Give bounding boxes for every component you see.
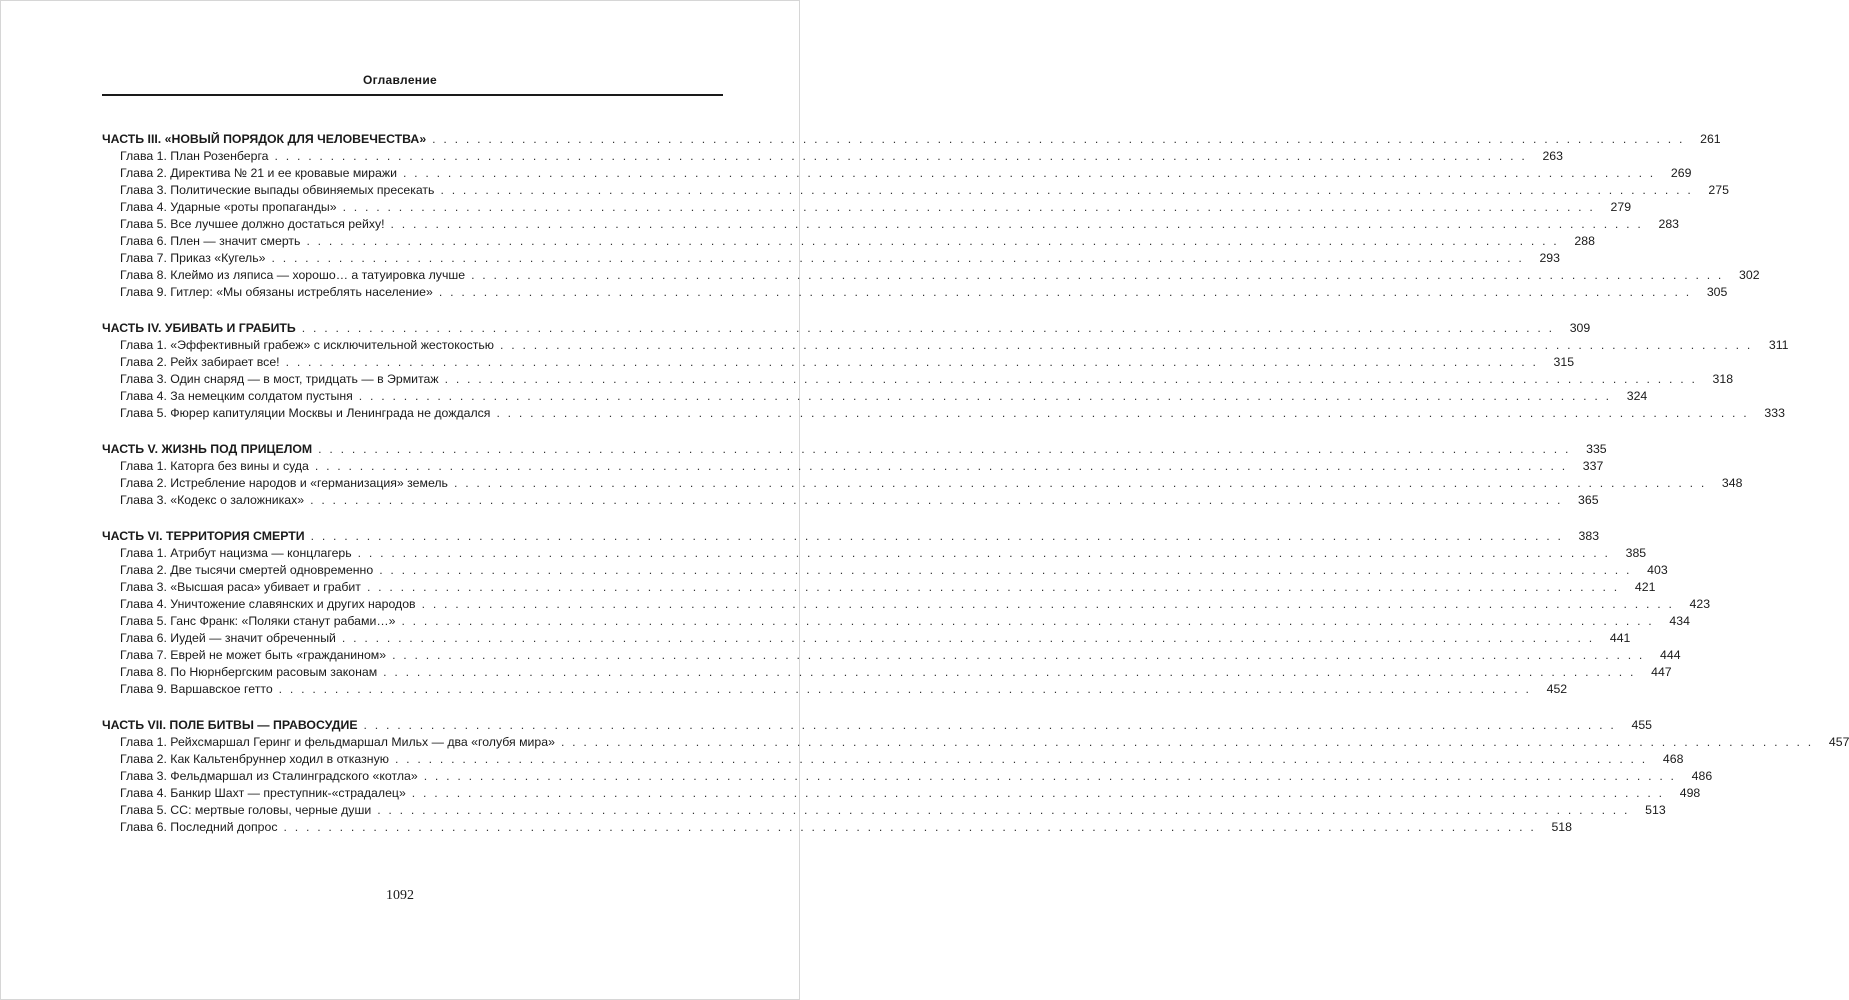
dot-leader: . . . . . . . . . . . . . . . . . . . . . . . . . . . . . . . . . . . . . . . . . . . . . . . . . . . . . . . . . . . . . . . . . . . . . . . . . . . . . . . . . . . . . . . . . . . . . . . . . . . . . . . . . . . . . . . . [440,183,1693,197]
toc-chapter-page-number: 444 [1660,648,1681,662]
toc-chapter [102,475,1743,492]
toc-chapter-page-number: 385 [1625,546,1647,560]
toc-chapter-page-number: 333 [1764,406,1785,420]
dot-leader: . . . . . . . . . . . . . . . . . . . . . . . . . . . . . . . . . . . . . . . . . . . . . . . . . . . . . . . . . . . . . . . . . . . . . . . . . . . . . . . . . . . . . . . . . . . . . . . . . . . . . . . . . . . . . . . . [423,769,1677,783]
dot-leader: . . . . . . . . . . . . . . . . . . . . . . . . . . . . . . . . . . . . . . . . . . . . . . . . . . . . . . . . . . . . . . . . . . . . . . . . . . . . . . . . . . . . . . . . . . . . . . . . . . . . . . . . . . . . . . . . [432,132,1685,146]
toc-chapter-title: Глава 5. Ганс Франк: «Поляки станут рабами…» [120,614,396,628]
toc-chapter-title: Глава 4. Уничтожение славянских и других народов [120,597,416,611]
dot-leader: . . . . . . . . . . . . . . . . . . . . . . . . . . . . . . . . . . . . . . . . . . . . . . . . . . . . . . . . . . . . . . . . . . . . . . . . . . . . . . . . . . . . . . . . . . . . . . . . . . . . . . . . . . . . . . . . [421,597,1675,611]
toc-chapter-title: Глава 6. Плен — значит смерть [120,234,301,248]
running-head: Оглавление [363,73,437,87]
dot-leader: . . . . . . . . . . . . . . . . . . . . . . . . . . . . . . . . . . . . . . . . . . . . . . . . . . . . . . . . . . . . . . . . . . . . . . . . . . . . . . . . . . . . . . . . . . . . . . . . . . . . . . . . . . . . . . . . [379,563,1632,577]
toc-chapter [102,165,1692,182]
toc-chapter-page-number: 311 [1768,338,1789,352]
toc-chapter-title: Глава 9. Варшавское гетто [120,682,273,696]
toc-chapter [102,199,1632,216]
toc-chapter-page-number: 403 [1647,563,1668,577]
toc-chapter [102,785,1701,802]
dot-leader: . . . . . . . . . . . . . . . . . . . . . . . . . . . . . . . . . . . . . . . . . . . . . . . . . . . . . . . . . . . . . . . . . . . . . . . . . . . . . . . . . . . . . . . . . . . . . . . . . . . . . . . . . . . . . . . . [377,803,1630,817]
toc-part-heading-title: ЧАСТЬ V. ЖИЗНЬ ПОД ПРИЦЕЛОМ [102,442,313,456]
toc-chapter-title: Глава 4. За немецким солдатом пустыня [120,389,353,403]
toc-part-heading [102,441,1607,458]
toc-chapter [102,388,1648,405]
toc-part [102,717,1849,836]
toc-chapter-page-number: 318 [1712,372,1734,386]
toc-chapter-page-number: 498 [1679,786,1701,800]
toc-part-heading-page-number: 261 [1700,132,1721,146]
toc-chapter-page-number: 348 [1721,476,1743,490]
toc-chapter [102,267,1760,284]
toc-chapter-page-number: 337 [1582,459,1604,473]
toc-chapter [102,819,1572,836]
toc-chapter-title: Глава 2. Истребление народов и «германизация» земель [120,476,448,490]
dot-leader: . . . . . . . . . . . . . . . . . . . . . . . . . . . . . . . . . . . . . . . . . . . . . . . . . . . . . . . . . . . . . . . . . . . . . . . . . . . . . . . . . . . . . . . . . . . . . . . . . . . . . . . . . . . . . . . . [496,406,1749,420]
toc-chapter-page-number: 305 [1706,285,1728,299]
toc-chapter-title: Глава 8. По Нюрнбергским расовым законам [120,665,378,679]
toc-part-heading [102,320,1591,337]
toc-chapter-title: Глава 3. «Кодекс о заложниках» [120,493,305,507]
dot-leader: . . . . . . . . . . . . . . . . . . . . . . . . . . . . . . . . . . . . . . . . . . . . . . . . . . . . . . . . . . . . . . . . . . . . . . . . . . . . . . . . . . . . . . . . . . . . . . . . . . . . . . . . . . . . . . . . [283,820,1536,834]
toc-chapter-title: Глава 1. Атрибут нацизма — концлагерь [120,546,352,560]
dot-leader: . . . . . . . . . . . . . . . . . . . . . . . . . . . . . . . . . . . . . . . . . . . . . . . . . . . . . . . . . . . . . . . . . . . . . . . . . . . . . . . . . . . . . . . . . . . . . . . . . . . . . . . . . . . . . . . . [314,459,1568,473]
toc-chapter-title: Глава 8. Клеймо из ляписа — хорошо… а татуировка лучше [120,268,466,282]
toc-chapter [102,216,1680,233]
toc-chapter-title: Глава 5. СС: мертвые головы, черные души [120,803,372,817]
toc-chapter-title: Глава 5. Все лучшее должно достаться рейху! [120,217,385,231]
toc-chapter [102,458,1604,475]
toc-chapter [102,768,1713,785]
toc-chapter [102,354,1575,371]
toc-chapter-title: Глава 1. План Розенберга [120,149,269,163]
toc-chapter-page-number: 283 [1658,217,1680,231]
toc-chapter-page-number: 263 [1542,149,1563,163]
toc-chapter [102,613,1690,630]
dot-leader: . . . . . . . . . . . . . . . . . . . . . . . . . . . . . . . . . . . . . . . . . . . . . . . . . . . . . . . . . . . . . . . . . . . . . . . . . . . . . . . . . . . . . . . . . . . . . . . . . . . . . . . . . . . . . . . . [285,355,1539,369]
dot-leader: . . . . . . . . . . . . . . . . . . . . . . . . . . . . . . . . . . . . . . . . . . . . . . . . . . . . . . . . . . . . . . . . . . . . . . . . . . . . . . . . . . . . . . . . . . . . . . . . . . . . . . . . . . . . . . . . [306,234,1559,248]
toc-chapter [102,182,1729,199]
dot-leader: . . . . . . . . . . . . . . . . . . . . . . . . . . . . . . . . . . . . . . . . . . . . . . . . . . . . . . . . . . . . . . . . . . . . . . . . . . . . . . . . . . . . . . . . . . . . . . . . . . . . . . . . . . . . . . . . [500,338,1753,352]
toc-chapter-page-number: 315 [1553,355,1575,369]
toc-chapter [102,337,1789,354]
dot-leader: . . . . . . . . . . . . . . . . . . . . . . . . . . . . . . . . . . . . . . . . . . . . . . . . . . . . . . . . . . . . . . . . . . . . . . . . . . . . . . . . . . . . . . . . . . . . . . . . . . . . . . . . . . . . . . . . [438,285,1692,299]
toc-chapter-page-number: 441 [1609,631,1631,645]
toc-chapter [102,545,1647,562]
toc-chapter-page-number: 513 [1645,803,1666,817]
toc-part [102,131,1760,301]
toc-chapter [102,492,1599,509]
toc-chapter-title: Глава 1. Каторга без вины и суда [120,459,309,473]
dot-leader: . . . . . . . . . . . . . . . . . . . . . . . . . . . . . . . . . . . . . . . . . . . . . . . . . . . . . . . . . . . . . . . . . . . . . . . . . . . . . . . . . . . . . . . . . . . . . . . . . . . . . . . . . . . . . . . . [358,389,1612,403]
toc-chapter-page-number: 293 [1539,251,1560,265]
toc-part-heading-title: ЧАСТЬ III. «НОВЫЙ ПОРЯДОК ДЛЯ ЧЕЛОВЕЧЕСТВА» [102,132,427,146]
dot-leader: . . . . . . . . . . . . . . . . . . . . . . . . . . . . . . . . . . . . . . . . . . . . . . . . . . . . . . . . . . . . . . . . . . . . . . . . . . . . . . . . . . . . . . . . . . . . . . . . . . . . . . . . . . . . . . . . [392,648,1645,662]
dot-leader: . . . . . . . . . . . . . . . . . . . . . . . . . . . . . . . . . . . . . . . . . . . . . . . . . . . . . . . . . . . . . . . . . . . . . . . . . . . . . . . . . . . . . . . . . . . . . . . . . . . . . . . . . . . . . . . . [310,529,1564,543]
toc-chapter-title: Глава 1. «Эффективный грабеж» с исключительной жестокостью [120,338,495,352]
dot-leader: . . . . . . . . . . . . . . . . . . . . . . . . . . . . . . . . . . . . . . . . . . . . . . . . . . . . . . . . . . . . . . . . . . . . . . . . . . . . . . . . . . . . . . . . . . . . . . . . . . . . . . . . . . . . . . . . [271,251,1524,265]
page-number: 1092 [386,888,414,903]
toc-chapter-page-number: 275 [1708,183,1729,197]
toc-chapter [102,647,1681,664]
toc-chapter-title: Глава 7. Приказ «Кугель» [120,251,266,265]
dot-leader: . . . . . . . . . . . . . . . . . . . . . . . . . . . . . . . . . . . . . . . . . . . . . . . . . . . . . . . . . . . . . . . . . . . . . . . . . . . . . . . . . . . . . . . . . . . . . . . . . . . . . . . . . . . . . . . . [363,718,1617,732]
dot-leader: . . . . . . . . . . . . . . . . . . . . . . . . . . . . . . . . . . . . . . . . . . . . . . . . . . . . . . . . . . . . . . . . . . . . . . . . . . . . . . . . . . . . . . . . . . . . . . . . . . . . . . . . . . . . . . . . [318,442,1571,456]
toc-chapter-title: Глава 3. «Высшая раса» убивает и грабит [120,580,361,594]
toc-chapter [102,233,1595,250]
dot-leader: . . . . . . . . . . . . . . . . . . . . . . . . . . . . . . . . . . . . . . . . . . . . . . . . . . . . . . . . . . . . . . . . . . . . . . . . . . . . . . . . . . . . . . . . . . . . . . . . . . . . . . . . . . . . . . . . [411,786,1665,800]
toc-chapter [102,751,1684,768]
toc-chapter-page-number: 452 [1546,682,1568,696]
dot-leader: . . . . . . . . . . . . . . . . . . . . . . . . . . . . . . . . . . . . . . . . . . . . . . . . . . . . . . . . . . . . . . . . . . . . . . . . . . . . . . . . . . . . . . . . . . . . . . . . . . . . . . . . . . . . . . . . [471,268,1724,282]
toc-chapter-title: Глава 3. Политические выпады обвиняемых пресекать [120,183,435,197]
dot-leader: . . . . . . . . . . . . . . . . . . . . . . . . . . . . . . . . . . . . . . . . . . . . . . . . . . . . . . . . . . . . . . . . . . . . . . . . . . . . . . . . . . . . . . . . . . . . . . . . . . . . . . . . . . . . . . . . [560,735,1814,749]
toc-chapter-title: Глава 6. Иудей — значит обреченный [120,631,336,645]
toc-part-heading-page-number: 309 [1569,321,1591,335]
dot-leader: . . . . . . . . . . . . . . . . . . . . . . . . . . . . . . . . . . . . . . . . . . . . . . . . . . . . . . . . . . . . . . . . . . . . . . . . . . . . . . . . . . . . . . . . . . . . . . . . . . . . . . . . . . . . . . . . [390,217,1644,231]
dot-leader: . . . . . . . . . . . . . . . . . . . . . . . . . . . . . . . . . . . . . . . . . . . . . . . . . . . . . . . . . . . . . . . . . . . . . . . . . . . . . . . . . . . . . . . . . . . . . . . . . . . . . . . . . . . . . . . . [383,665,1636,679]
toc-chapter [102,250,1560,267]
toc-chapter-page-number: 269 [1670,166,1692,180]
dot-leader: . . . . . . . . . . . . . . . . . . . . . . . . . . . . . . . . . . . . . . . . . . . . . . . . . . . . . . . . . . . . . . . . . . . . . . . . . . . . . . . . . . . . . . . . . . . . . . . . . . . . . . . . . . . . . . . . [444,372,1698,386]
dot-leader: . . . . . . . . . . . . . . . . . . . . . . . . . . . . . . . . . . . . . . . . . . . . . . . . . . . . . . . . . . . . . . . . . . . . . . . . . . . . . . . . . . . . . . . . . . . . . . . . . . . . . . . . . . . . . . . . [301,321,1555,335]
toc-chapter [102,405,1785,422]
toc-chapter-title: Глава 2. Директива № 21 и ее кровавые миражи [120,166,397,180]
table-of-contents [102,131,1849,855]
toc-part-heading-title: ЧАСТЬ IV. УБИВАТЬ И ГРАБИТЬ [102,321,296,335]
dot-leader: . . . . . . . . . . . . . . . . . . . . . . . . . . . . . . . . . . . . . . . . . . . . . . . . . . . . . . . . . . . . . . . . . . . . . . . . . . . . . . . . . . . . . . . . . . . . . . . . . . . . . . . . . . . . . . . . [401,614,1654,628]
toc-chapter-page-number: 288 [1574,234,1595,248]
header-rule [102,94,723,96]
dot-leader: . . . . . . . . . . . . . . . . . . . . . . . . . . . . . . . . . . . . . . . . . . . . . . . . . . . . . . . . . . . . . . . . . . . . . . . . . . . . . . . . . . . . . . . . . . . . . . . . . . . . . . . . . . . . . . . . [366,580,1620,594]
dot-leader: . . . . . . . . . . . . . . . . . . . . . . . . . . . . . . . . . . . . . . . . . . . . . . . . . . . . . . . . . . . . . . . . . . . . . . . . . . . . . . . . . . . . . . . . . . . . . . . . . . . . . . . . . . . . . . . . [453,476,1707,490]
toc-chapter-page-number: 447 [1651,665,1672,679]
toc-chapter [102,371,1734,388]
toc-chapter-title: Глава 7. Еврей не может быть «гражданином» [120,648,387,662]
toc-part-heading-title: ЧАСТЬ VII. ПОЛЕ БИТВЫ — ПРАВОСУДИЕ [102,718,358,732]
toc-chapter-title: Глава 2. Две тысячи смертей одновременно [120,563,374,577]
toc-chapter-page-number: 302 [1739,268,1760,282]
toc-part-heading [102,528,1600,545]
dot-leader: . . . . . . . . . . . . . . . . . . . . . . . . . . . . . . . . . . . . . . . . . . . . . . . . . . . . . . . . . . . . . . . . . . . . . . . . . . . . . . . . . . . . . . . . . . . . . . . . . . . . . . . . . . . . . . . . [310,493,1563,507]
toc-chapter [102,562,1668,579]
dot-leader: . . . . . . . . . . . . . . . . . . . . . . . . . . . . . . . . . . . . . . . . . . . . . . . . . . . . . . . . . . . . . . . . . . . . . . . . . . . . . . . . . . . . . . . . . . . . . . . . . . . . . . . . . . . . . . . . [274,149,1527,163]
toc-part-heading-page-number: 383 [1578,529,1600,543]
toc-chapter-page-number: 365 [1578,493,1599,507]
toc-chapter-page-number: 423 [1689,597,1711,611]
toc-chapter-title: Глава 4. Ударные «роты пропаганды» [120,200,337,214]
toc-part-heading [102,131,1721,148]
toc-chapter-page-number: 468 [1662,752,1684,766]
toc-chapter-title: Глава 2. Как Кальтенбруннер ходил в отказную [120,752,389,766]
toc-chapter-title: Глава 3. Один снаряд — в мост, тридцать — в Эрмитаж [120,372,439,386]
dot-leader: . . . . . . . . . . . . . . . . . . . . . . . . . . . . . . . . . . . . . . . . . . . . . . . . . . . . . . . . . . . . . . . . . . . . . . . . . . . . . . . . . . . . . . . . . . . . . . . . . . . . . . . . . . . . . . . . [394,752,1648,766]
toc-part [102,320,1789,422]
toc-chapter-page-number: 279 [1610,200,1632,214]
toc-chapter [102,664,1672,681]
dot-leader: . . . . . . . . . . . . . . . . . . . . . . . . . . . . . . . . . . . . . . . . . . . . . . . . . . . . . . . . . . . . . . . . . . . . . . . . . . . . . . . . . . . . . . . . . . . . . . . . . . . . . . . . . . . . . . . . [357,546,1611,560]
toc-chapter-title: Глава 6. Последний допрос [120,820,278,834]
toc-chapter-page-number: 421 [1634,580,1656,594]
toc-part-heading-page-number: 455 [1631,718,1653,732]
dot-leader: . . . . . . . . . . . . . . . . . . . . . . . . . . . . . . . . . . . . . . . . . . . . . . . . . . . . . . . . . . . . . . . . . . . . . . . . . . . . . . . . . . . . . . . . . . . . . . . . . . . . . . . . . . . . . . . . [342,200,1596,214]
toc-part-heading [102,717,1653,734]
toc-chapter-page-number: 324 [1626,389,1648,403]
toc-chapter-page-number: 434 [1669,614,1690,628]
toc-part [102,441,1743,509]
toc-chapter-title: Глава 5. Фюрер капитуляции Москвы и Ленинграда не дождался [120,406,491,420]
toc-chapter [102,579,1656,596]
toc-part-heading-page-number: 335 [1586,442,1607,456]
toc-chapter-title: Глава 9. Гитлер: «Мы обязаны истреблять население» [120,285,433,299]
toc-chapter [102,734,1849,751]
toc-chapter-title: Глава 1. Рейхсмаршал Геринг и фельдмаршал Мильх — два «голубя мира» [120,735,555,749]
dot-leader: . . . . . . . . . . . . . . . . . . . . . . . . . . . . . . . . . . . . . . . . . . . . . . . . . . . . . . . . . . . . . . . . . . . . . . . . . . . . . . . . . . . . . . . . . . . . . . . . . . . . . . . . . . . . . . . . [402,166,1656,180]
dot-leader: . . . . . . . . . . . . . . . . . . . . . . . . . . . . . . . . . . . . . . . . . . . . . . . . . . . . . . . . . . . . . . . . . . . . . . . . . . . . . . . . . . . . . . . . . . . . . . . . . . . . . . . . . . . . . . . . [278,682,1532,696]
toc-chapter-title: Глава 2. Рейх забирает все! [120,355,280,369]
toc-chapter [102,148,1563,165]
toc-chapter [102,630,1631,647]
toc-chapter [102,802,1666,819]
toc-chapter-page-number: 518 [1551,820,1572,834]
toc-chapter [102,681,1568,698]
toc-part [102,528,1711,698]
toc-chapter-title: Глава 4. Банкир Шахт — преступник-«страдалец» [120,786,406,800]
dot-leader: . . . . . . . . . . . . . . . . . . . . . . . . . . . . . . . . . . . . . . . . . . . . . . . . . . . . . . . . . . . . . . . . . . . . . . . . . . . . . . . . . . . . . . . . . . . . . . . . . . . . . . . . . . . . . . . . [341,631,1595,645]
toc-part-heading-title: ЧАСТЬ VI. ТЕРРИТОРИЯ СМЕРТИ [102,529,305,543]
toc-chapter-page-number: 486 [1691,769,1713,783]
toc-chapter [102,284,1728,301]
toc-chapter-title: Глава 3. Фельдмаршал из Сталинградского «котла» [120,769,418,783]
toc-chapter [102,596,1711,613]
toc-chapter-page-number: 457 [1828,735,1849,749]
